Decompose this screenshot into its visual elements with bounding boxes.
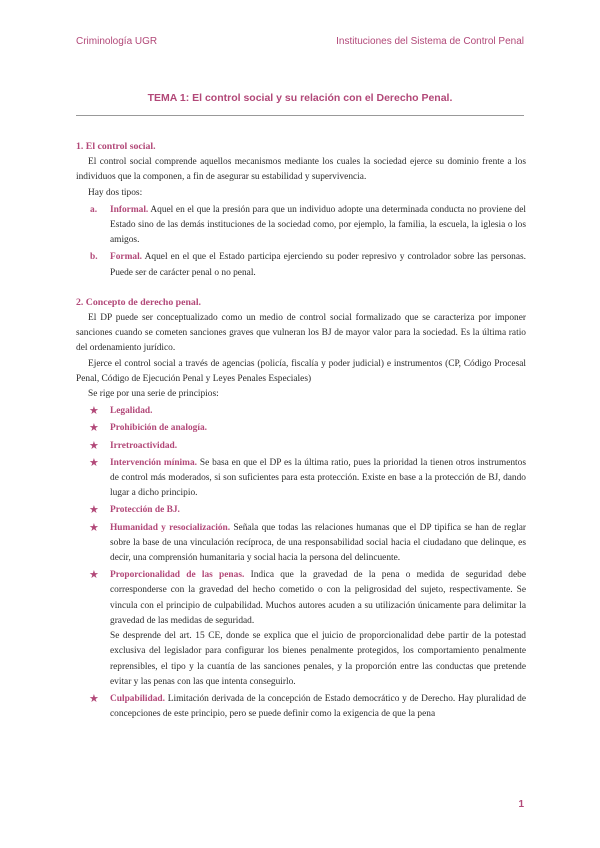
document-title: TEMA 1: El control social y su relación con el Derecho Penal. (147, 92, 453, 104)
star-icon: ★ (89, 504, 99, 517)
star-icon: ★ (89, 569, 99, 582)
star-icon: ★ (89, 456, 99, 469)
star-icon: ★ (89, 521, 99, 534)
principle-term: Humanidad y resocialización. (110, 522, 231, 533)
term-informal: Informal. (110, 204, 149, 215)
principle-term: Intervención mínima. (110, 457, 197, 468)
star-icon: ★ (89, 405, 99, 418)
section-1-paragraph-2: Hay dos tipos: (88, 187, 143, 198)
section-2-paragraph-3: Se rige por una serie de principios: (88, 389, 219, 400)
item-text: Aquel en el que la presión para que un individuo adopte una determinada conducta no proviene del Estado sino de las demás instituciones de la sociedad como, por ejemplo, la familia, la escuela, la iglesia o los amigos. (110, 204, 526, 246)
principle-legalidad (76, 404, 526, 419)
principle-extra-paragraph: Se desprende del art. 15 CE, donde se explica que el juicio de proporcionalidad debe partir de la potestad exclusiva del legislador para configurar los bienes penalmente protegidos, los comportamiento penalmente reprensibles, el tipo y la cuantía de las sanciones penales, y la proporción entre las conductas que pretende evitar y las penas con las que intenta conseguirlo. (110, 631, 526, 687)
principle-term: Irretroactividad. (110, 440, 178, 451)
list-item-formal (76, 250, 526, 280)
star-icon: ★ (89, 439, 99, 452)
section-2-paragraph-1: El DP puede ser conceptualizado como un medio de control social formalizado que se caracteriza por imponer sanciones cuando se cometen sanciones graves que vulneran los BJ de mayor valor para la sociedad. Es la última ratio del ordenamiento jurídico. (76, 313, 526, 354)
section-2-heading: 2. Concepto de derecho penal. (76, 296, 201, 308)
principle-text: Limitación derivada de la concepción de Estado democrático y de Derecho. Hay pluralidad de concepciones de este principio, pero se puede definir como la exigencia de que la pena (110, 693, 526, 720)
principle-text: Se basa en que el DP es la última ratio, pues la prioridad la tienen otros instrumentos de control más moderados, si son suficientes para esta protección. Existe en base a la protección de BJ, dando lugar a dicho principio. (110, 457, 526, 499)
term-formal: Formal. (110, 252, 143, 263)
page-header (76, 36, 524, 47)
section-1-paragraph-1: El control social comprende aquellos mecanismos mediante los cuales la sociedad ejerce su dominio frente a los individuos que la componen, a fin de asegurar su estabilidad y supervivencia. (76, 157, 526, 183)
section-2-paragraph-2: Ejerce el control social a través de agencias (policía, fiscalía y poder judicial) e instrumentos (CP, Código Procesal Penal, Código de Ejecución Penal y Leyes Penales Especiales) (76, 358, 526, 384)
principle-term: Protección de BJ. (110, 505, 180, 516)
list-marker: b. (90, 252, 98, 263)
list-item-informal (76, 203, 526, 249)
page-number: 1 (518, 799, 524, 810)
principle-humanidad (76, 521, 526, 567)
principle-term: Prohibición de analogía. (110, 423, 207, 434)
header-right: Instituciones del Sistema de Control Penal (336, 36, 524, 47)
principle-term: Proporcionalidad de las penas. (110, 570, 245, 581)
principle-term: Legalidad. (110, 406, 153, 417)
principle-intervencion-minima (76, 456, 526, 502)
star-icon: ★ (89, 422, 99, 435)
principle-proporcionalidad (76, 568, 526, 690)
principle-term: Culpabilidad. (110, 693, 165, 704)
list-marker: a. (90, 204, 98, 215)
principle-text: Indica que la gravedad de la pena o medida de seguridad debe corresponderse con la gravedad del hecho cometido o con la peligrosidad del sujeto, respectivamente. Se vincula con el principio de culpabilidad. Muchos autores acuden a su utilización únicamente para delimitar la gravedad de las medidas de seguridad. (110, 570, 527, 626)
principle-proteccion-bj (76, 503, 526, 518)
star-icon: ★ (89, 692, 99, 705)
principle-culpabilidad (76, 692, 526, 722)
principle-prohibicion-analogia (76, 421, 526, 436)
section-1-heading: 1. El control social. (76, 141, 156, 152)
title-divider (76, 115, 524, 116)
item-text: Aquel en el que el Estado participa ejerciendo su poder represivo y controlador sobre las personas. Puede ser de carácter penal o no penal. (110, 252, 526, 278)
principle-text: Señala que todas las relaciones humanas que el DP tipifica se han de reglar sobre la base de una vinculación recíproca, de una responsabilidad social hacia el ciudadano que delinque, es decir, una comprensión humanitaria y social hacia la persona del delincuente. (110, 522, 526, 564)
principle-irretroactividad (76, 439, 526, 454)
document-body (76, 139, 526, 724)
header-left: Criminología UGR (76, 36, 158, 47)
